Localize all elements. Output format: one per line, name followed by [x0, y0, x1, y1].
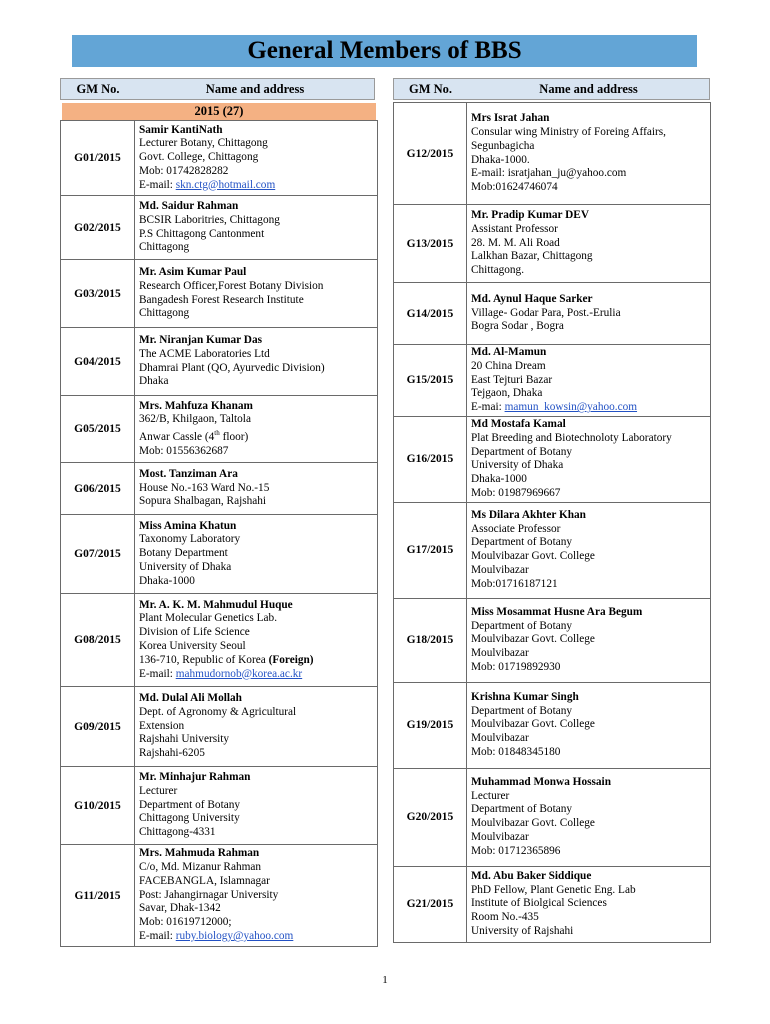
member-details [135, 767, 378, 845]
member-details [135, 121, 378, 196]
floor-superscript: th [214, 429, 220, 438]
address-line: PhD Fellow, Plant Genetic Eng. Lab [471, 883, 636, 896]
foreign-tag: (Foreign) [268, 653, 314, 666]
gm-number: G12/2015 [394, 103, 467, 205]
address-line: Division of Life Science [139, 626, 250, 639]
gm-number: G17/2015 [394, 502, 467, 598]
page-number: 1 [382, 974, 388, 986]
address-line: Moulvibazar [471, 564, 529, 577]
address-line: Room No.-435 [471, 911, 539, 924]
member-details [135, 845, 378, 947]
page-title: General Members of BBS [247, 37, 522, 64]
address-line: Rajshahi-6205 [139, 747, 205, 760]
address-line: Dhamrai Plant (QO, Ayurvedic Division) [139, 361, 325, 374]
address-line: Dhaka-1000 [139, 574, 195, 587]
address-line: Moulvibazar [471, 831, 529, 844]
gm-number: G02/2015 [61, 196, 135, 260]
member-row [61, 515, 378, 594]
address-line: Dhaka-1000 [471, 473, 527, 486]
address-line: Bangadesh Forest Research Institute [139, 293, 304, 306]
member-name: Most. Tanziman Ara [139, 467, 238, 480]
address-line: University of Dhaka [471, 459, 564, 472]
member-name: Mr. Asim Kumar Paul [139, 265, 247, 278]
address-line: East Tejturi Bazar [471, 373, 553, 386]
member-row [61, 260, 378, 328]
address-line: Sopura Shalbagan, Rajshahi [139, 495, 267, 508]
gm-number: G15/2015 [394, 345, 467, 417]
address-line: Bogra Sodar , Bogra [471, 320, 564, 333]
member-row [61, 196, 378, 260]
address-line: Govt. College, Chittagong [139, 151, 259, 164]
address-line: Mob:01624746074 [471, 181, 558, 194]
right-member-table [393, 102, 711, 943]
email-line [139, 930, 377, 944]
address-line: Plant Molecular Genetics Lab. [139, 612, 278, 625]
member-details [467, 768, 711, 866]
floor-text: Anwar Cassle (4 [139, 430, 215, 443]
member-details [135, 396, 378, 463]
member-name: Md. Aynul Haque Sarker [471, 292, 593, 305]
member-details [467, 598, 711, 682]
member-row [394, 205, 711, 283]
address-line: P.S Chittagong Cantonment [139, 227, 265, 240]
member-name: Md. Saidur Rahman [139, 199, 239, 212]
address-line: Tejgaon, Dhaka [471, 387, 543, 400]
address-line: Lecturer [139, 784, 178, 797]
address-line: Extension [139, 719, 185, 732]
address-line: Moulvibazar Govt. College [471, 817, 595, 830]
member-name: Md Mostafa Kamal [471, 417, 566, 430]
left-gm-header: GM No. [76, 82, 120, 96]
address-line: Mob: 01619712000; [139, 916, 232, 929]
left-name-header: Name and address [205, 82, 305, 96]
address-line: Moulvibazar [471, 647, 529, 660]
email-prefix: E-mai: [471, 401, 505, 414]
gm-number: G09/2015 [61, 687, 135, 767]
address-line: Lecturer [471, 789, 510, 802]
address-line: FACEBANGLA, Islamnagar [139, 874, 270, 887]
address-line: Department of Botany [471, 619, 573, 632]
email-link[interactable]: ruby.biology@yahoo.com [175, 929, 294, 942]
member-row [61, 845, 378, 947]
member-row [61, 463, 378, 515]
member-row [394, 502, 711, 598]
member-name: Mr. Pradip Kumar DEV [471, 209, 589, 221]
address-line: Consular wing Ministry of Foreing Affairs, [471, 125, 666, 138]
member-name: Md. Dulal Ali Mollah [139, 692, 242, 704]
address-line: Village- Godar Para, Post.-Erulia [471, 306, 621, 319]
address-line: Lecturer Botany, Chittagong [139, 137, 268, 150]
address-line: University of Rajshahi [471, 924, 574, 937]
member-row [394, 283, 711, 345]
country-text: 136-710, Republic of Korea [139, 653, 269, 666]
address-line: Segunbagicha [471, 139, 535, 152]
address-line: Chittagong-4331 [139, 826, 216, 839]
member-name: Mr. Niranjan Kumar Das [139, 333, 263, 346]
member-name: Mr. Minhajur Rahman [139, 771, 251, 783]
member-details [135, 687, 378, 767]
member-name: Mrs Israt Jahan [471, 112, 550, 125]
gm-number: G01/2015 [61, 121, 135, 196]
gm-number: G10/2015 [61, 767, 135, 845]
member-details [135, 594, 378, 687]
address-line: Rajshahi University [139, 733, 230, 746]
member-row [61, 121, 378, 196]
address-line: Moulvibazar [471, 732, 529, 745]
email-line [139, 179, 377, 193]
member-name: Muhammad Monwa Hossain [471, 775, 611, 788]
member-details [467, 103, 711, 205]
member-name: Md. Abu Baker Siddique [471, 869, 592, 882]
address-line: Department of Botany [471, 704, 573, 717]
address-line: Institute of Biolgical Sciences [471, 897, 607, 910]
address-line: Department of Botany [471, 803, 573, 816]
address-line [139, 427, 377, 445]
email-prefix: E-mail: [139, 667, 176, 680]
member-row [61, 687, 378, 767]
gm-number: G19/2015 [394, 682, 467, 768]
right-name-header: Name and address [539, 82, 638, 96]
member-details [135, 463, 378, 515]
member-name: Mrs. Mahfuza Khanam [139, 399, 253, 412]
gm-number: G20/2015 [394, 768, 467, 866]
gm-number: G07/2015 [61, 515, 135, 594]
address-line: Savar, Dhak-1342 [139, 902, 221, 915]
member-details [467, 502, 711, 598]
address-line: Assistant Professor [471, 222, 558, 235]
address-line: Mob: 01848345180 [471, 745, 561, 758]
address-line: Mob:01716187121 [471, 577, 558, 590]
address-line: The ACME Laboratories Ltd [139, 347, 270, 360]
member-name: Samir KantiNath [139, 123, 223, 136]
left-member-table [60, 120, 378, 947]
member-row [394, 866, 711, 942]
member-name: Mr. A. K. M. Mahmudul Huque [139, 598, 293, 611]
address-line: Mob: 01556362687 [139, 444, 229, 457]
gm-number: G03/2015 [61, 260, 135, 328]
gm-number: G13/2015 [394, 205, 467, 283]
address-line: Moulvibazar Govt. College [471, 550, 595, 563]
member-details [467, 345, 711, 417]
address-line: Department of Botany [471, 536, 573, 549]
member-name: Miss Mosammat Husne Ara Begum [471, 605, 643, 618]
email-link[interactable]: mahmudornob@korea.ac.kr [175, 667, 303, 680]
address-line: Department of Botany [471, 445, 573, 458]
address-line: Korea University Seoul [139, 640, 246, 652]
address-line: Taxonomy Laboratory [139, 533, 241, 546]
gm-number: G11/2015 [61, 845, 135, 947]
address-line: Research Officer,Forest Botany Division [139, 279, 324, 292]
address-line: 362/B, Khilgaon, Taltola [139, 413, 251, 426]
member-details [467, 205, 711, 283]
address-line: Mob: 01719892930 [471, 660, 561, 673]
year-section-label: 2015 (27) [62, 103, 376, 120]
member-row [61, 328, 378, 396]
member-details [467, 866, 711, 942]
member-details [467, 283, 711, 345]
address-line: Mob: 01987969667 [471, 486, 561, 499]
address-line: 28. M. M. Ali Road [471, 236, 560, 249]
address-line: C/o, Md. Mizanur Rahman [139, 861, 262, 873]
member-name: Md. Al-Mamun [471, 346, 547, 358]
member-row [61, 767, 378, 845]
address-line: Dhaka [139, 375, 169, 388]
member-name: Ms Dilara Akhter Khan [471, 508, 586, 521]
member-name: Krishna Kumar Singh [471, 690, 579, 703]
member-row [394, 103, 711, 205]
address-line: Associate Professor [471, 522, 561, 535]
address-line: Plat Breeding and Biotechnoloty Laboratory [471, 431, 672, 444]
member-details [135, 515, 378, 594]
gm-number: G04/2015 [61, 328, 135, 396]
address-line: Botany Department [139, 547, 228, 560]
email-link[interactable]: skn.ctg@hotmail.com [175, 178, 276, 191]
floor-text-end: floor) [219, 430, 249, 443]
member-details [135, 328, 378, 396]
address-line: Chittagong [139, 241, 190, 254]
address-line: E-mail: isratjahan_ju@yahoo.com [471, 167, 627, 180]
member-row [394, 682, 711, 768]
email-link[interactable]: mamun_kowsin@yahoo.com [504, 401, 638, 414]
right-column-header [393, 78, 710, 100]
gm-number: G05/2015 [61, 396, 135, 463]
gm-number: G18/2015 [394, 598, 467, 682]
address-line: Mob: 01712365896 [471, 844, 561, 857]
address-line: Dept. of Agronomy & Agricultural [139, 705, 297, 718]
address-line: BCSIR Laboritries, Chittagong [139, 213, 280, 226]
address-line: House No.-163 Ward No.-15 [139, 481, 270, 494]
member-name: Miss Amina Khatun [139, 519, 237, 532]
right-gm-header: GM No. [408, 82, 453, 96]
member-row [394, 345, 711, 417]
member-row [394, 598, 711, 682]
member-details [135, 260, 378, 328]
email-line [471, 401, 710, 415]
left-column-header [60, 78, 375, 100]
gm-number: G21/2015 [394, 866, 467, 942]
address-line: Department of Botany [139, 798, 241, 811]
gm-number: G14/2015 [394, 283, 467, 345]
email-prefix: E-mail: [139, 929, 176, 942]
email-line [139, 668, 377, 682]
address-line: Chittagong. [471, 264, 525, 277]
address-line: Chittagong [139, 307, 190, 320]
address-line: Chittagong University [139, 812, 240, 825]
member-details [135, 196, 378, 260]
address-line: Moulvibazar Govt. College [471, 718, 595, 731]
address-line: Lalkhan Bazar, Chittagong [471, 250, 593, 263]
gm-number: G06/2015 [61, 463, 135, 515]
address-line: Post: Jahangirnagar University [139, 888, 279, 901]
gm-number: G08/2015 [61, 594, 135, 687]
email-prefix: E-mail: [139, 178, 176, 191]
member-details [467, 416, 711, 502]
page-title-banner [72, 35, 697, 67]
address-line: Dhaka-1000. [471, 153, 530, 166]
address-line: Moulvibazar Govt. College [471, 633, 595, 646]
member-row [61, 594, 378, 687]
member-row [394, 768, 711, 866]
member-row [394, 416, 711, 502]
address-line: 20 China Dream [471, 359, 546, 372]
gm-number: G16/2015 [394, 416, 467, 502]
address-line: University of Dhaka [139, 560, 232, 573]
member-name: Mrs. Mahmuda Rahman [139, 847, 260, 860]
address-line [139, 654, 377, 668]
member-details [467, 682, 711, 768]
member-row [61, 396, 378, 463]
address-line: Mob: 01742828282 [139, 164, 229, 177]
